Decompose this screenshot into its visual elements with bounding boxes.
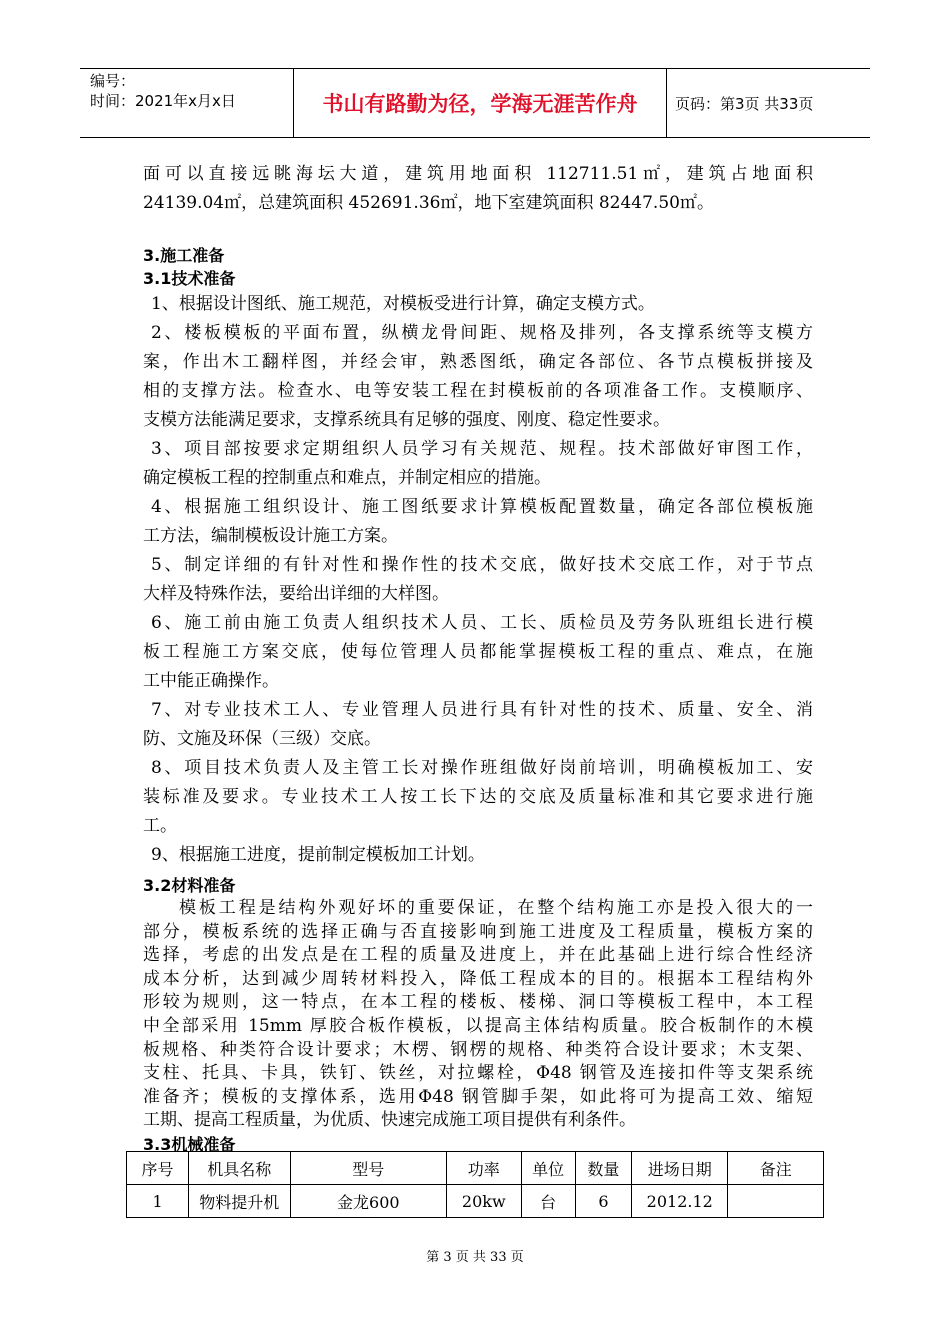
tech-item-line: 5、制定详细的有针对性和操作性的技术交底，做好技术交底工作，对于节点 <box>151 555 813 575</box>
tech-item-line: 防、文施及环保（三级）交底。 <box>143 729 381 749</box>
tech-item-line: 案，作出木工翻样图，并经会审，熟悉图纸，确定各部位、各节点模板拼接及 <box>143 352 813 372</box>
tech-prep-list <box>143 290 813 870</box>
material-line: 工期、提高工程质量，为优质、快速完成施工项目提供有利条件。 <box>143 1110 636 1131</box>
header-page-info: 页码：第3页 共33页 <box>675 94 814 113</box>
time-label: 时间：2021年x月x日 <box>90 92 236 110</box>
section-title-3-2: 3.2材料准备 <box>143 876 236 895</box>
table-row <box>127 1185 824 1218</box>
table-cell: 物料提升机 <box>189 1185 290 1218</box>
table-header-cell: 数量 <box>575 1152 631 1185</box>
tech-item-line: 2、楼板模板的平面布置，纵横龙骨间距、规格及排列，各支撑系统等支模方 <box>151 323 813 343</box>
page-footer: 第 3 页 共 33 页 <box>426 1250 524 1265</box>
tech-item-line: 8、项目技术负责人及主管工长对操作班组做好岗前培训，明确模板加工、安 <box>151 758 813 778</box>
tech-item-line: 1、根据设计图纸、施工规范，对模板受进行计算，确定支模方式。 <box>151 294 655 314</box>
tech-item-line: 3、项目部按要求定期组织人员学习有关规范、规程。技术部做好审图工作， <box>151 439 813 459</box>
table-cell: 2012.12 <box>632 1185 728 1218</box>
tech-item-line: 板工程施工方案交底，使每位管理人员都能掌握模板工程的重点、难点，在施 <box>143 642 813 662</box>
material-line: 选择，考虑的出发点是在工程的质量及进度上，并在此基础上进行综合性经济 <box>143 945 813 966</box>
table-header-cell: 功率 <box>447 1152 521 1185</box>
document-body <box>143 160 813 1156</box>
header-motto: 书山有路勤为径，学海无涯苦作舟 <box>294 69 667 137</box>
table-header-cell: 进场日期 <box>632 1152 728 1185</box>
table-header-row <box>127 1152 824 1185</box>
tech-item-line: 7、对专业技术工人、专业管理人员进行具有针对性的技术、质量、安全、消 <box>151 700 813 720</box>
material-line: 部分，模板系统的选择正确与否直接影响到施工进度及工程质量，模板方案的 <box>143 921 813 942</box>
tech-item-line: 工方法，编制模板设计施工方案。 <box>143 526 398 546</box>
table-header-cell: 型号 <box>290 1152 447 1185</box>
section-title-3: 3.施工准备 <box>143 246 225 265</box>
material-line: 模板工程是结构外观好坏的重要保证，在整个结构施工亦是投入很大的一 <box>179 898 813 918</box>
tech-item-line: 相的支撑方法。检查水、电等安装工程在封模板前的各项准备工作。支模顺序、 <box>143 381 813 401</box>
tech-item-line: 9、根据施工进度，提前制定模板加工计划。 <box>151 845 485 865</box>
table-cell: 金龙600 <box>290 1185 447 1218</box>
table-cell: 20kw <box>447 1185 521 1218</box>
material-line: 准备齐；模板的支撑体系，选用Φ48 钢管脚手架，如此将可为提高工效、缩短 <box>143 1086 813 1107</box>
table-header-cell: 备注 <box>728 1152 824 1185</box>
intro-line: 面可以直接远眺海坛大道，建筑用地面积 112711.51㎡，建筑占地面积 <box>143 164 813 184</box>
material-line: 支柱、托具、卡具，铁钉、铁丝，对拉螺栓，Φ48 钢管及连接扣件等支架系统 <box>143 1063 813 1084</box>
material-line: 形较为规则，这一特点，在本工程的楼板、楼梯、洞口等模板工程中，本工程 <box>143 992 813 1013</box>
table-header-cell: 序号 <box>127 1152 189 1185</box>
table-header-cell: 机具名称 <box>189 1152 290 1185</box>
machinery-table <box>126 1151 824 1218</box>
tech-item-line: 大样及特殊作法，要给出详细的大样图。 <box>143 584 449 604</box>
tech-item-line: 6、施工前由施工负责人组织技术人员、工长、质检员及劳务队班组长进行模 <box>151 613 813 633</box>
table-cell: 1 <box>127 1185 189 1218</box>
table-header-cell: 单位 <box>521 1152 575 1185</box>
tech-item-line: 支模方法能满足要求，支撑系统具有足够的强度、刚度、稳定性要求。 <box>143 410 670 430</box>
page-header <box>80 68 870 138</box>
tech-item-line: 4、根据施工组织设计、施工图纸要求计算模板配置数量，确定各部位模板施 <box>151 497 813 517</box>
code-label: 编号： <box>90 72 136 90</box>
header-meta <box>80 69 294 137</box>
tech-item-line: 工。 <box>143 816 177 836</box>
section-title-3-1: 3.1技术准备 <box>143 269 236 288</box>
material-line: 板规格、种类符合设计要求；木楞、钢楞的规格、种类符合设计要求；木支架、 <box>143 1039 813 1060</box>
tech-item-line: 装标准及要求。专业技术工人按工长下达的交底及质量标准和其它要求进行施 <box>143 787 813 807</box>
section-title-3-3: 3.3机械准备 <box>143 1134 236 1154</box>
material-line: 成本分析，达到减少周转材料投入，降低工程成本的目的。根据本工程结构外 <box>143 968 813 989</box>
table-cell: 6 <box>575 1185 631 1218</box>
tech-item-line: 工中能正确操作。 <box>143 671 279 691</box>
material-prep-paragraph <box>143 897 813 1133</box>
intro-line: 24139.04㎡，总建筑面积 452691.36㎡，地下室建筑面积 82447.50㎡。 <box>143 193 714 213</box>
tech-item-line: 确定模板工程的控制重点和难点，并制定相应的措施。 <box>143 468 551 488</box>
material-line: 中全部采用 15mm 厚胶合板作模板，以提高主体结构质量。胶合板制作的木模 <box>143 1015 813 1036</box>
table-cell <box>728 1185 824 1218</box>
table-cell: 台 <box>521 1185 575 1218</box>
